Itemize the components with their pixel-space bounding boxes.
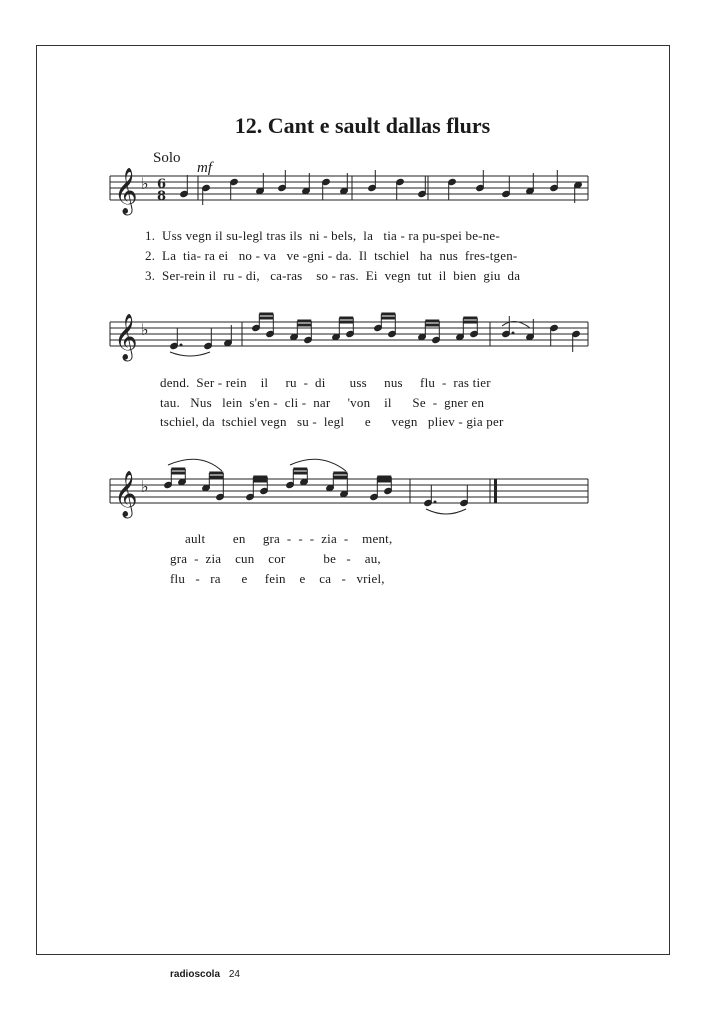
lyric-line-3-1: ault en gra - - - zia - ment, — [185, 531, 393, 546]
solo-label: Solo — [153, 150, 181, 166]
time-sig-top: 6 — [157, 177, 167, 192]
treble-clef-icon: 𝄞 — [114, 471, 138, 517]
flat-sign-icon: ♭ — [141, 477, 149, 496]
lyric-line-3-3: flu - ra e fein e ca - vriel, — [170, 571, 385, 586]
song-title: 12. Cant e sault dallas flurs — [234, 113, 491, 138]
time-sig-bottom: 8 — [157, 189, 167, 204]
lyric-line-3-2: gra - zia cun cor be - au, — [170, 551, 381, 566]
dynamic-marking: mf — [197, 160, 212, 176]
staff-system-3 — [110, 473, 590, 533]
lyric-line-1-3: 3. Ser-rein il ru - di, ca-ras so - ras. Ei vegn tut il bien giu da — [145, 268, 521, 283]
flat-sign-icon: ♭ — [141, 320, 149, 339]
footer-brand: radioscola — [170, 969, 221, 980]
treble-clef-icon: 𝄞 — [114, 314, 138, 360]
staff-system-2 — [110, 316, 590, 376]
lyric-line-1-1: 1. Uss vegn il su-legl tras ils ni - bels, la tia - ra pu-spei be-ne- — [145, 228, 500, 243]
treble-clef-icon: 𝄞 — [114, 168, 138, 214]
lyric-line-1-2: 2. La tia- ra ei no - va ve -gni - da. Il tschiel ha nus fres-tgen- — [145, 248, 518, 263]
lyric-line-2-1: dend. Ser - rein il ru - di uss nus flu - ras tier — [160, 375, 491, 390]
lyric-line-2-3: tschiel, da tschiel vegn su - legl e vegn pliev - gia per — [160, 414, 504, 429]
page-number: 24 — [228, 969, 240, 980]
staff-system-1 — [110, 170, 590, 230]
page-footer — [170, 969, 240, 980]
flat-sign-icon: ♭ — [141, 174, 149, 193]
lyric-line-2-2: tau. Nus lein s'en - cli - nar 'von il Se - gner en — [160, 395, 485, 410]
